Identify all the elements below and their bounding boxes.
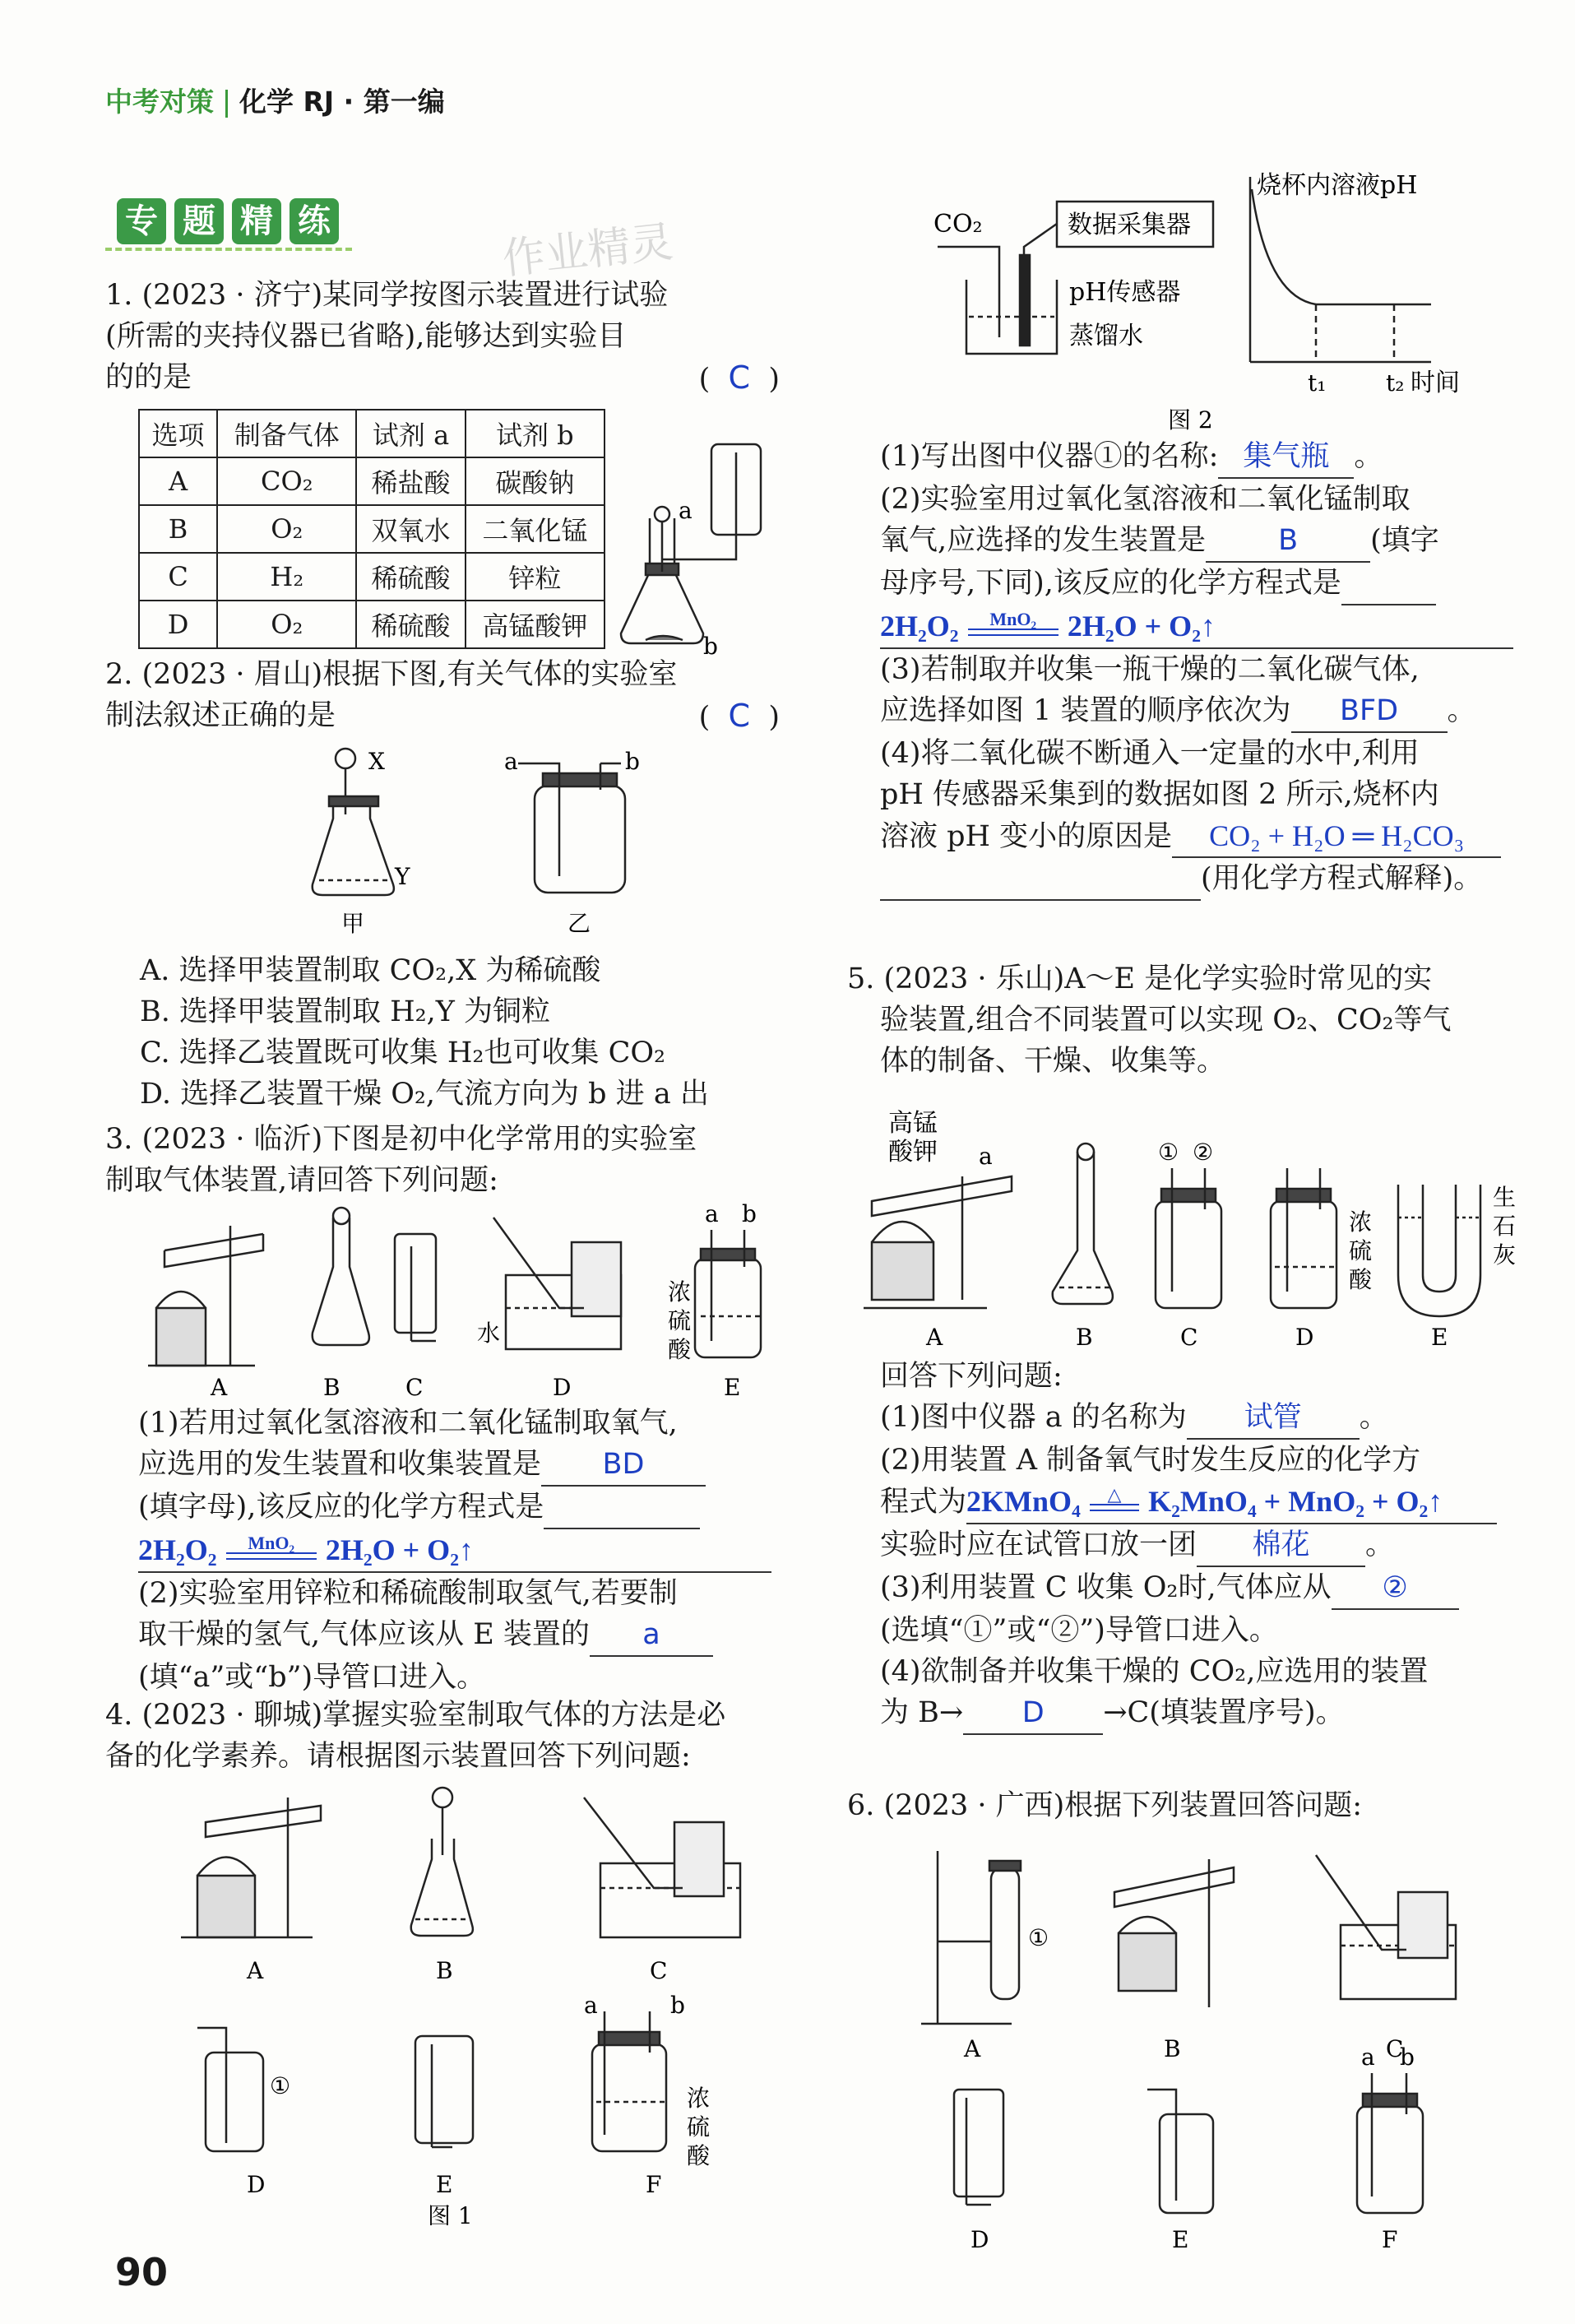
fig-label: F xyxy=(646,2171,662,2198)
table-header: 制备气体 xyxy=(217,410,356,457)
q5-line: (4)欲制备并收集干燥的 CO₂,应选用的装置 xyxy=(880,1655,1429,1688)
q2-figure xyxy=(296,740,642,946)
q5-answer-2: 棉花 xyxy=(1197,1524,1365,1567)
q2-stem xyxy=(105,654,780,738)
fig-label: A xyxy=(926,1324,943,1349)
fig-label: a xyxy=(584,1992,598,2019)
fig-label: 酸 xyxy=(1349,1266,1373,1293)
fig-label: 石 xyxy=(1493,1213,1517,1240)
q5-line: 实验时应在试管口放一团 棉花 。 xyxy=(880,1524,1554,1567)
fig-label: C xyxy=(1386,2035,1404,2062)
q4-stem xyxy=(105,1695,788,1777)
fig-label: b xyxy=(703,633,718,658)
fig-label: D xyxy=(970,2226,989,2253)
fig-label: 数据采集器 xyxy=(1068,211,1191,239)
q2-option: D. 选择乙装置干燥 O₂,气流方向为 b 进 a 出 xyxy=(140,1078,709,1111)
section-banner xyxy=(105,193,352,251)
fig-label: C xyxy=(650,1957,668,1984)
q1-line: (所需的夹持仪器已省略),能够达到实验目 xyxy=(105,320,627,353)
fig-label: E xyxy=(436,2171,453,2198)
fig-label: 水 xyxy=(477,1320,501,1347)
q3-line: 应选用的发生装置和收集装置是 BD xyxy=(138,1444,788,1487)
q4-line: (1)写出图中仪器①的名称: 集气瓶 。 xyxy=(880,436,1538,479)
q2-line: 制法叙述正确的是 ( C ) xyxy=(105,698,780,734)
q4-line: 4. (2023 · 聊城)掌握实验室制取气体的方法是必 xyxy=(105,1699,726,1732)
q5-questions xyxy=(880,1356,1554,1735)
fig-label: b xyxy=(1400,2043,1415,2071)
q1-options-table xyxy=(138,409,605,649)
fig-label: 浓 xyxy=(687,2085,711,2112)
q2-option: B. 选择甲装置制取 H₂,Y 为铜粒 xyxy=(140,995,551,1028)
series-title: 中考对策 xyxy=(105,86,214,118)
q4-line: 应选择如图 1 装置的顺序依次为 BFD 。 xyxy=(880,690,1538,733)
table-header: 试剂 a xyxy=(356,410,465,457)
fig-label: 浓 xyxy=(668,1278,692,1306)
q6-figure xyxy=(921,1843,1546,2254)
q4-line: 备的化学素养。请根据图示装置回答下列问题: xyxy=(105,1740,691,1773)
q5-figure xyxy=(855,1102,1546,1349)
fig-label: CO₂ xyxy=(933,210,983,239)
q4-equation-2: CO₂ + H₂O ═ H₂CO₃ xyxy=(1172,815,1501,858)
fig-label: 生 xyxy=(1493,1184,1517,1211)
q3-line: (填字母),该反应的化学方程式是 xyxy=(138,1487,788,1529)
fig-label: D xyxy=(247,2171,266,2198)
table-header: 选项 xyxy=(139,410,217,457)
banner-char: 专 xyxy=(117,198,166,244)
fig-label: b xyxy=(670,1992,685,2019)
table-row: A CO₂ 稀盐酸 碳酸钠 xyxy=(139,457,605,505)
subject-title: 化学 RJ · 第一编 xyxy=(239,86,445,118)
table-row: B O₂ 双氧水 二氧化锰 xyxy=(139,505,605,553)
fig-label: B xyxy=(1164,2035,1181,2062)
fig-label: 灰 xyxy=(1493,1241,1517,1269)
q5-answer-3: ② xyxy=(1332,1567,1459,1610)
q3-answer-2: a xyxy=(590,1614,713,1657)
q4-answer-2: B xyxy=(1206,520,1370,563)
q3-equation: 2H₂O₂ MnO₂ 2H₂O + O₂↑ xyxy=(138,1529,771,1573)
q1-line: 的的是 ( C ) xyxy=(105,360,780,396)
q4-figure-2 xyxy=(921,165,1563,444)
fig-label: B xyxy=(436,1957,453,1984)
fig-label: E xyxy=(1172,2226,1189,2253)
q3-line: 3. (2023 · 临沂)下图是初中化学常用的实验室 xyxy=(105,1123,697,1156)
q5-stem xyxy=(847,958,1538,1082)
fig-label: 酸 xyxy=(668,1336,692,1363)
q3-line: (2)实验室用锌粒和稀硫酸制取氢气,若要制 xyxy=(138,1577,678,1610)
fig-caption: 图 2 xyxy=(1168,406,1213,434)
q5-answer-4: D xyxy=(963,1692,1103,1735)
fig-label: 乙 xyxy=(567,910,591,937)
q5-line: 回答下列问题: xyxy=(880,1360,1063,1393)
header-divider xyxy=(225,90,228,118)
q5-line: (2)用装置 A 制备氧气时发生反应的化学方 xyxy=(880,1444,1421,1477)
q4-line: (3)若制取并收集一瓶干燥的二氧化碳气体, xyxy=(880,653,1420,686)
q4-equation: 2H₂O₂ MnO₂ 2H₂O + O₂↑ xyxy=(880,605,1513,649)
fig-label: D xyxy=(1295,1324,1314,1349)
table-row: C H₂ 稀硫酸 锌粒 xyxy=(139,553,605,601)
fig-label: t₂ xyxy=(1386,369,1405,397)
q2-line: 2. (2023 · 眉山)根据下图,有关气体的实验室 xyxy=(105,658,678,691)
fig-label: a xyxy=(679,497,693,524)
q4-line: 氧气,应选择的发生装置是 B (填字 xyxy=(880,520,1538,563)
q5-line: (选填“①”或“②”)导管口进入。 xyxy=(880,1614,1278,1647)
q4-line: (2)实验室用过氧化氢溶液和二氧化锰制取 xyxy=(880,483,1411,516)
q2-answer: C xyxy=(728,698,751,734)
q3-stem xyxy=(105,1119,780,1201)
q3-line: 取干燥的氢气,气体应该从 E 装置的 a xyxy=(138,1614,788,1657)
fig-label: B xyxy=(1076,1324,1093,1349)
q2-option: C. 选择乙装置既可收集 H₂也可收集 CO₂ xyxy=(140,1037,666,1069)
fig-label: a xyxy=(1361,2043,1375,2071)
fig-label: 硫 xyxy=(1349,1237,1373,1264)
q5-line: (1)图中仪器 a 的名称为 试管 。 xyxy=(880,1397,1554,1440)
fig-label: 时间 xyxy=(1411,369,1460,397)
page-header xyxy=(105,81,445,119)
fig-label: ① xyxy=(1158,1139,1179,1166)
q4-answer-3: BFD xyxy=(1291,690,1448,733)
fig-label: 浓 xyxy=(1349,1208,1373,1236)
q1-answer: C xyxy=(728,360,751,396)
fig-label: C xyxy=(1180,1324,1198,1349)
page-number: 90 xyxy=(115,2250,169,2294)
fig-label: 硫 xyxy=(687,2113,711,2141)
fig-label: ② xyxy=(1193,1139,1214,1166)
q4-line: (用化学方程式解释)。 xyxy=(880,858,1538,901)
banner-char: 题 xyxy=(174,198,224,244)
q5-line: (3)利用装置 C 收集 O₂时,气体应从 ② xyxy=(880,1567,1554,1610)
fig-label: A xyxy=(964,2035,981,2062)
fig-label: ① xyxy=(270,2072,291,2099)
table-header: 试剂 b xyxy=(466,410,605,457)
fig-label: E xyxy=(724,1374,741,1401)
q3-answer-1: BD xyxy=(541,1444,706,1487)
q5-line: 验装置,组合不同装置可以实现 O₂、CO₂等气 xyxy=(880,1004,1452,1037)
q5-line: 为 B→ D →C(填装置序号)。 xyxy=(880,1692,1554,1735)
fig-caption: 图 1 xyxy=(428,2202,473,2225)
fig-label: 烧杯内溶液pH xyxy=(1257,171,1418,200)
q3-line: (填“a”或“b”)导管口进入。 xyxy=(138,1661,486,1694)
q1-apparatus-figure xyxy=(613,428,785,658)
fig-label: a xyxy=(504,748,518,775)
q4-line: (4)将二氧化碳不断通入一定量的水中,利用 xyxy=(880,737,1420,770)
q5-answer-1: 试管 xyxy=(1187,1397,1360,1440)
q4-questions xyxy=(880,436,1538,901)
q1-stem xyxy=(105,275,780,400)
q3-figure xyxy=(148,1201,781,1407)
watermark: 作业精灵 xyxy=(500,217,676,285)
fig-label: C xyxy=(405,1374,424,1401)
q2-options xyxy=(140,950,781,1115)
table-row: D O₂ 稀硫酸 高锰酸钾 xyxy=(139,601,605,648)
fig-label: A xyxy=(247,1957,264,1984)
fig-label: 硫 xyxy=(668,1307,692,1334)
fig-label: ① xyxy=(1028,1924,1049,1951)
fig-label: B xyxy=(323,1374,340,1401)
banner-char: 精 xyxy=(232,198,281,244)
q5-line: 程式为2KMnO₄ △ K₂MnO₄ + MnO₂ + O₂↑ xyxy=(880,1481,1554,1524)
q6-stem: 6. (2023 · 广西)根据下列装置回答问题: xyxy=(847,1789,1363,1822)
fig-label: 酸 xyxy=(687,2142,711,2169)
fig-label: X xyxy=(368,748,385,775)
fig-label: E xyxy=(1431,1324,1448,1349)
fig-label: Y xyxy=(395,863,410,890)
fig-label: pH传感器 xyxy=(1069,278,1181,307)
fig-label: 酸钾 xyxy=(888,1138,938,1167)
q4-line: pH 传感器采集到的数据如图 2 所示,烧杯内 xyxy=(880,778,1439,811)
q1-line: 1. (2023 · 济宁)某同学按图示装置进行试验 xyxy=(105,279,669,312)
fig-label: D xyxy=(553,1374,572,1401)
q4-line: 溶液 pH 变小的原因是 CO₂ + H₂O ═ H₂CO₃ xyxy=(880,815,1538,858)
fig-label: F xyxy=(1382,2226,1398,2253)
fig-label: b xyxy=(625,748,640,775)
q3-line: 制取气体装置,请回答下列问题: xyxy=(105,1164,498,1197)
q4-answer-1: 集气瓶 xyxy=(1218,436,1354,479)
q3-questions xyxy=(138,1403,788,1698)
banner-char: 练 xyxy=(290,198,339,244)
fig-label: a xyxy=(979,1143,993,1170)
fig-label: A xyxy=(211,1374,228,1401)
q5-line: 体的制备、干燥、收集等。 xyxy=(880,1045,1226,1078)
fig-label: 甲 xyxy=(341,910,365,937)
fig-label: b xyxy=(742,1201,757,1227)
fig-label: a xyxy=(705,1201,719,1227)
q4-line: 母序号,下同),该反应的化学方程式是 xyxy=(880,563,1538,605)
q3-line: (1)若用过氧化氢溶液和二氧化锰制取氧气, xyxy=(138,1407,678,1440)
fig-label: 高锰 xyxy=(888,1109,938,1138)
fig-label: t₁ xyxy=(1308,369,1327,397)
q4-figure-1 xyxy=(181,1781,790,2225)
q2-option: A. 选择甲装置制取 CO₂,X 为稀硫酸 xyxy=(140,954,601,987)
fig-label: 蒸馏水 xyxy=(1069,322,1143,350)
q5-line: 5. (2023 · 乐山)A～E 是化学实验时常见的实 xyxy=(847,963,1433,995)
